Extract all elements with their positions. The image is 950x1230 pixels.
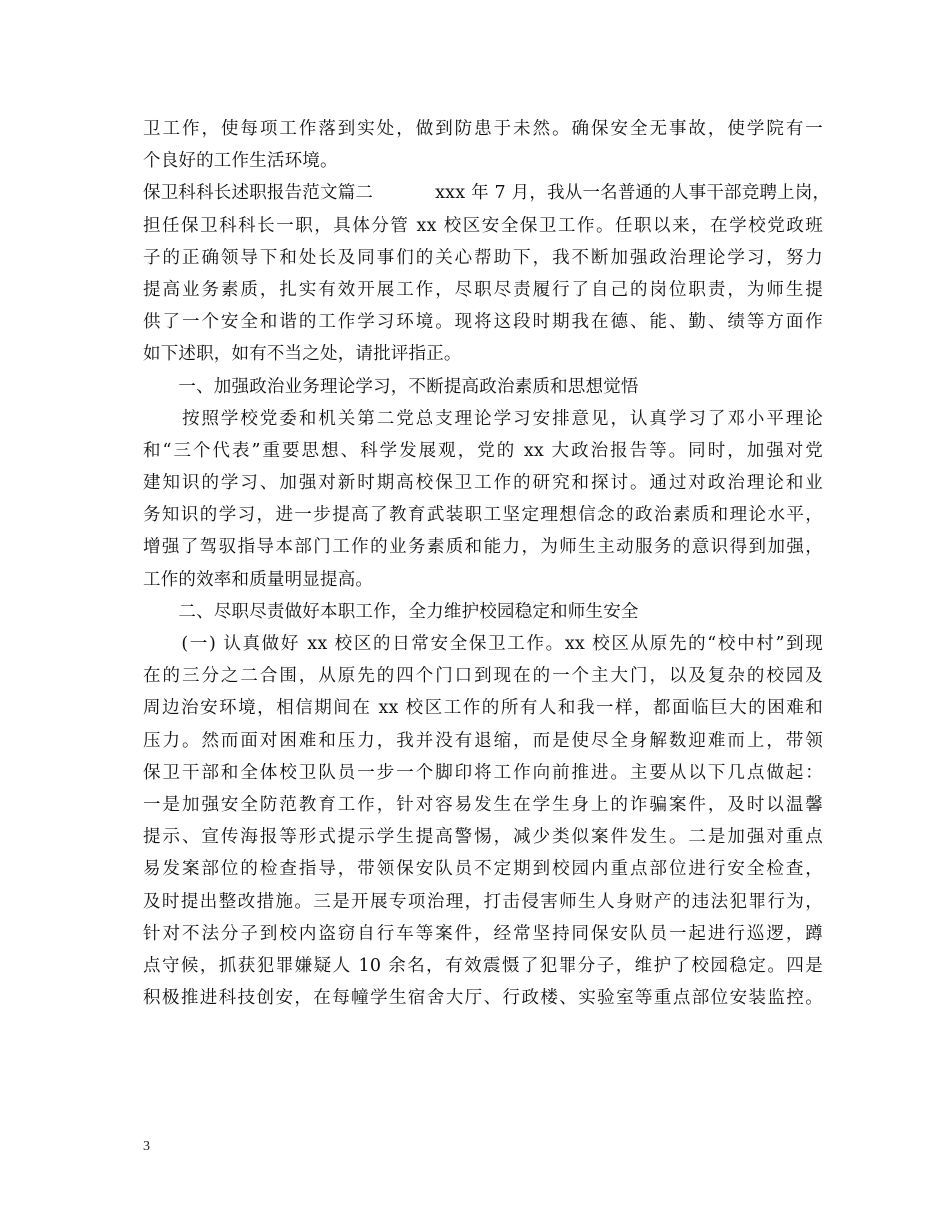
heading-line: 一、加强政治业务理论学习，不断提高政治素质和思想觉悟: [143, 376, 639, 397]
text-line: 提高业务素质，扎实有效开展工作，尽职尽责履行了自己的岗位职责，为师生提: [143, 279, 823, 300]
text-line: 如下述职，如有不当之处，请批评指正。: [143, 344, 462, 365]
text-line: 工作的效率和质量明显提高。: [143, 569, 374, 590]
text-line: 针对不法分子到校内盗窃自行车等案件，经常坚持同保安队员一起进行巡逻，蹲: [143, 923, 823, 944]
text-line: 建知识的学习、加强对新时期高校保卫工作的研究和探讨。通过对政治理论和业: [143, 473, 823, 494]
text-line: 积极推进科技创安，在每幢学生宿舍大厅、行政楼、实验室等重点部位安装监控。: [143, 988, 823, 1009]
text-line: 务知识的学习，进一步提高了教育武装职工坚定理想信念的政治素质和理论水平，: [143, 505, 823, 526]
text-line: 卫工作，使每项工作落到实处，做到防患于未然。确保安全无事故，使学院有一: [143, 119, 823, 139]
text-line: 及时提出整改措施。三是开展专项治理，打击侵害师生人身财产的违法犯罪行为，: [143, 891, 823, 912]
heading-line: 二、尽职尽责做好本职工作，全力维护校园稳定和师生安全: [143, 601, 639, 622]
text-line: 点守候，抓获犯罪嫌疑人 10 余名，有效震慑了犯罪分子，维护了校园稳定。四是: [143, 955, 823, 976]
text-line: 供了一个安全和谐的工作学习环境。现将这段时期我在德、能、勤、绩等方面作: [143, 312, 823, 333]
text-line: 和“三个代表”重要思想、科学发展观，党的 xx 大政治报告等。同时，加强对党: [143, 440, 823, 461]
text-line: 在的三分之二合围，从原先的四个门口到现在的一个主大门，以及复杂的校园及: [143, 666, 823, 687]
text-line: 压力。然而面对困难和压力，我并没有退缩，而是使尽全身解数迎难而上，带领: [143, 730, 823, 751]
page-number: 3: [143, 1139, 150, 1154]
text-line: 担任保卫科科长一职，具体分管 xx 校区安全保卫工作。任职以来，在学校党政班: [143, 215, 823, 236]
text-line: 易发案部位的检查指导，带领保安队员不定期到校园内重点部位进行安全检查，: [143, 859, 823, 880]
text-line-heading-row: [143, 177, 831, 209]
document-body: [143, 113, 831, 1014]
section-intro: xxx 年 7 月，我从一名普通的人事干部竞聘上岗，: [435, 183, 831, 204]
text-line: 个良好的工作生活环境。: [143, 151, 338, 172]
text-line: 按照学校党委和机关第二党总支理论学习安排意见，认真学习了邓小平理论: [143, 408, 823, 429]
text-line: 提示、宣传海报等形式提示学生提高警惕，减少类似案件发生。二是加强对重点: [143, 827, 823, 848]
section-title: 保卫科科长述职报告范文篇二: [143, 183, 374, 204]
text-line: 增强了驾驭指导本部门工作的业务素质和能力，为师生主动服务的意识得到加强，: [143, 537, 823, 558]
text-line: 子的正确领导下和处长及同事们的关心帮助下，我不断加强政治理论学习，努力: [143, 247, 823, 268]
text-line: 保卫干部和全体校卫队员一步一个脚印将工作向前推进。主要从以下几点做起：: [143, 762, 823, 783]
text-line: 周边治安环境，相信期间在 xx 校区工作的所有人和我一样，都面临巨大的困难和: [143, 698, 823, 719]
text-line: 一是加强安全防范教育工作，针对容易发生在学生身上的诈骗案件，及时以温馨: [143, 794, 823, 815]
text-line: (一) 认真做好 xx 校区的日常安全保卫工作。xx 校区从原先的“校中村”到现: [143, 634, 823, 654]
